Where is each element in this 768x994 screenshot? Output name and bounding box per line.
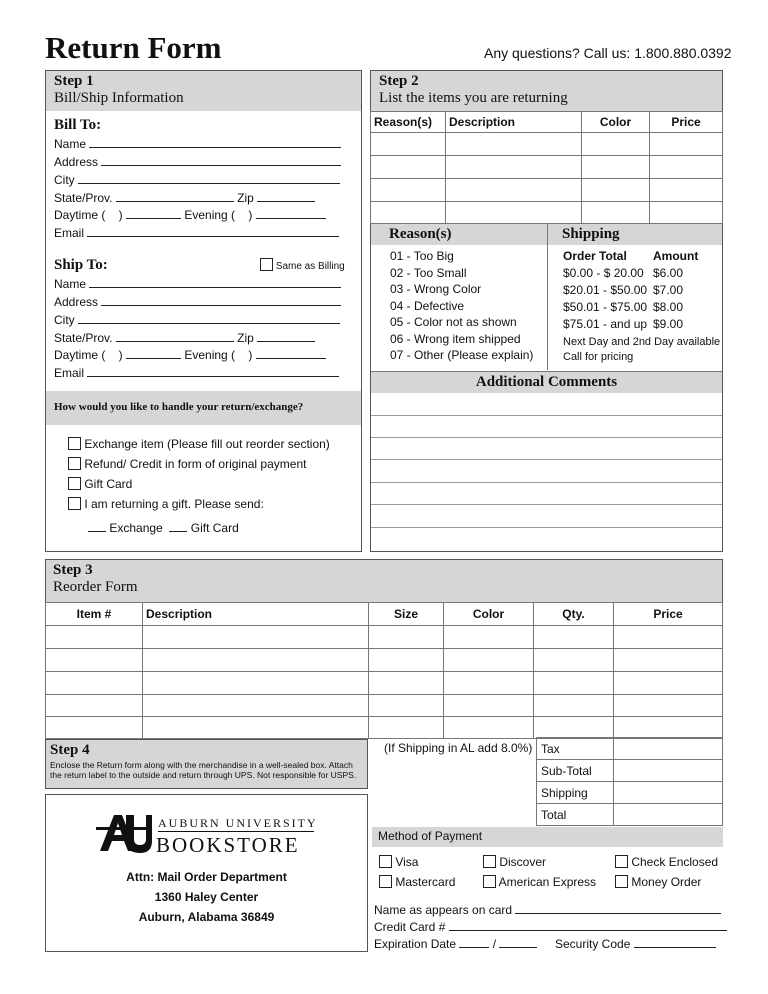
au-logo-icon [96, 811, 152, 855]
bill-city-field[interactable]: City [54, 173, 340, 187]
table-row[interactable] [46, 717, 723, 739]
step4-panel [45, 739, 368, 789]
list-item: $0.00 - $ 20.00 $6.00 [563, 266, 684, 280]
mailing-address-panel [45, 794, 368, 952]
bill-name-field[interactable]: Name [54, 137, 341, 151]
option-exchange[interactable]: Exchange item (Please fill out reorder section) [68, 437, 330, 451]
shipping-value[interactable] [614, 782, 723, 804]
table-row[interactable] [46, 672, 723, 695]
total-label: Total [537, 804, 614, 826]
tax-value[interactable] [614, 738, 723, 760]
list-item: $50.01 - $75.00 $8.00 [563, 300, 684, 314]
list-item: 06 - Wrong item shipped [390, 331, 521, 346]
checkbox-icon [260, 258, 273, 271]
table-row[interactable] [46, 626, 723, 649]
shipping-label: Shipping [537, 782, 614, 804]
list-item: 02 - Too Small [390, 265, 467, 280]
step2-subtitle: List the items you are returning [379, 90, 568, 106]
tax-label: Tax [537, 738, 614, 760]
col-qty: Qty. [534, 603, 614, 626]
checkbox-icon [68, 437, 81, 450]
reasons-header: Reason(s) [371, 224, 547, 245]
subtotal-value[interactable] [614, 760, 723, 782]
table-row[interactable] [371, 133, 723, 156]
checkbox-icon [615, 855, 628, 868]
ship-state-zip-field[interactable]: State/Prov. Zip [54, 331, 315, 345]
al-tax-note: (If Shipping in AL add 8.0%) [384, 741, 533, 755]
checkbox-icon [68, 497, 81, 510]
totals-table [536, 737, 723, 826]
pay-check[interactable]: Check Enclosed [615, 855, 718, 869]
bill-phone-field[interactable]: Daytime ( ) Evening ( ) [54, 208, 326, 222]
total-value[interactable] [614, 804, 723, 826]
step1-number: Step 1 [54, 73, 94, 89]
ship-address-field[interactable]: Address [54, 295, 341, 309]
logo-line2: BOOKSTORE [156, 833, 300, 857]
option-gift-card[interactable]: Gift Card [68, 477, 132, 491]
table-row[interactable] [371, 179, 723, 202]
list-item: $20.01 - $50.00 $7.00 [563, 283, 684, 297]
pay-amex[interactable]: American Express [483, 875, 596, 889]
address-block: Attn: Mail Order Department 1360 Haley Center Auburn, Alabama 36849 [126, 870, 287, 924]
step4-instructions: Enclose the Return form along with the merchandise in a well-sealed box. Attach the return label to the outside and return through UPS. Not responsible for USPS. [50, 760, 357, 780]
step3-subtitle: Reorder Form [53, 579, 138, 595]
security-code-field[interactable]: Security Code [555, 937, 716, 951]
return-items-table [370, 111, 723, 224]
table-row[interactable] [46, 649, 723, 672]
list-item: 07 - Other (Please explain) [390, 348, 534, 362]
expiration-field[interactable]: Expiration Date / [374, 937, 537, 951]
step1-subtitle: Bill/Ship Information [54, 90, 184, 106]
checkbox-icon [483, 875, 496, 888]
col-color: Color [582, 112, 650, 133]
list-item: 01 - Too Big [390, 249, 454, 263]
list-item: 04 - Defective [390, 298, 465, 313]
subtotal-label: Sub-Total [537, 760, 614, 782]
col-price: Price [650, 112, 723, 133]
col-reasons: Reason(s) [371, 112, 446, 133]
payment-header: Method of Payment [372, 827, 723, 847]
checkbox-icon [68, 457, 81, 470]
checkbox-icon [483, 855, 496, 868]
same-as-billing-checkbox[interactable]: Same as Billing [260, 258, 345, 272]
table-row[interactable] [371, 202, 723, 224]
ship-email-field[interactable]: Email [54, 366, 339, 380]
handle-question: How would you like to handle your return/exchange? [46, 391, 361, 425]
ship-name-field[interactable]: Name [54, 277, 341, 291]
list-item: 05 - Color not as shown [390, 315, 517, 329]
step3-number: Step 3 [53, 562, 93, 578]
ship-to-label: Ship To: [54, 257, 108, 273]
comments-lines[interactable] [371, 393, 722, 551]
step4-number: Step 4 [50, 742, 90, 758]
bill-email-field[interactable]: Email [54, 226, 339, 240]
option-refund[interactable]: Refund/ Credit in form of original payment [68, 457, 306, 471]
bill-address-field[interactable]: Address [54, 155, 341, 169]
pay-visa[interactable]: Visa [379, 855, 418, 869]
pay-mastercard[interactable]: Mastercard [379, 875, 455, 889]
list-item: 03 - Wrong Color [390, 282, 482, 296]
shipping-header: Shipping [548, 224, 722, 245]
col-color: Color [444, 603, 534, 626]
reorder-table [45, 602, 723, 739]
option-returning-gift[interactable]: I am returning a gift. Please send: [68, 497, 264, 511]
checkbox-icon [615, 875, 628, 888]
name-on-card-field[interactable]: Name as appears on card [374, 903, 721, 917]
list-item: $75.01 - and up $9.00 [563, 317, 684, 331]
bill-state-zip-field[interactable]: State/Prov. Zip [54, 191, 315, 205]
step1-panel [45, 70, 362, 552]
pay-discover[interactable]: Discover [483, 855, 546, 869]
checkbox-icon [379, 875, 392, 888]
comments-header: Additional Comments [371, 371, 722, 393]
logo-line1: AUBURN UNIVERSITY [158, 816, 318, 830]
checkbox-icon [68, 477, 81, 490]
reasons-list [390, 248, 533, 364]
col-description: Description [143, 603, 369, 626]
step2-number: Step 2 [379, 73, 419, 89]
ship-city-field[interactable]: City [54, 313, 340, 327]
shipping-rates: Order Total Amount $0.00 - $ 20.00 $6.00 $20.01 - $50.00 $7.00 $50.01 - $75.00 $8.00 $75.01 - and up $9.00 Next Day and 2nd Day available Call for pricing [563, 249, 721, 363]
step3-header [45, 559, 723, 603]
col-item: Item # [46, 603, 143, 626]
col-size: Size [369, 603, 444, 626]
gift-send-choices[interactable]: Exchange Gift Card [88, 521, 239, 535]
step2-panel [370, 70, 723, 552]
col-description: Description [446, 112, 582, 133]
ship-phone-field[interactable]: Daytime ( ) Evening ( ) [54, 348, 326, 362]
table-row[interactable] [46, 695, 723, 717]
contact-phone: Any questions? Call us: 1.800.880.0392 [484, 45, 732, 61]
card-number-field[interactable]: Credit Card # [374, 920, 727, 934]
pay-money-order[interactable]: Money Order [615, 875, 701, 889]
table-row[interactable] [371, 156, 723, 179]
col-price: Price [614, 603, 723, 626]
page-title: Return Form [45, 30, 222, 65]
checkbox-icon [379, 855, 392, 868]
bill-to-label: Bill To: [54, 117, 102, 133]
